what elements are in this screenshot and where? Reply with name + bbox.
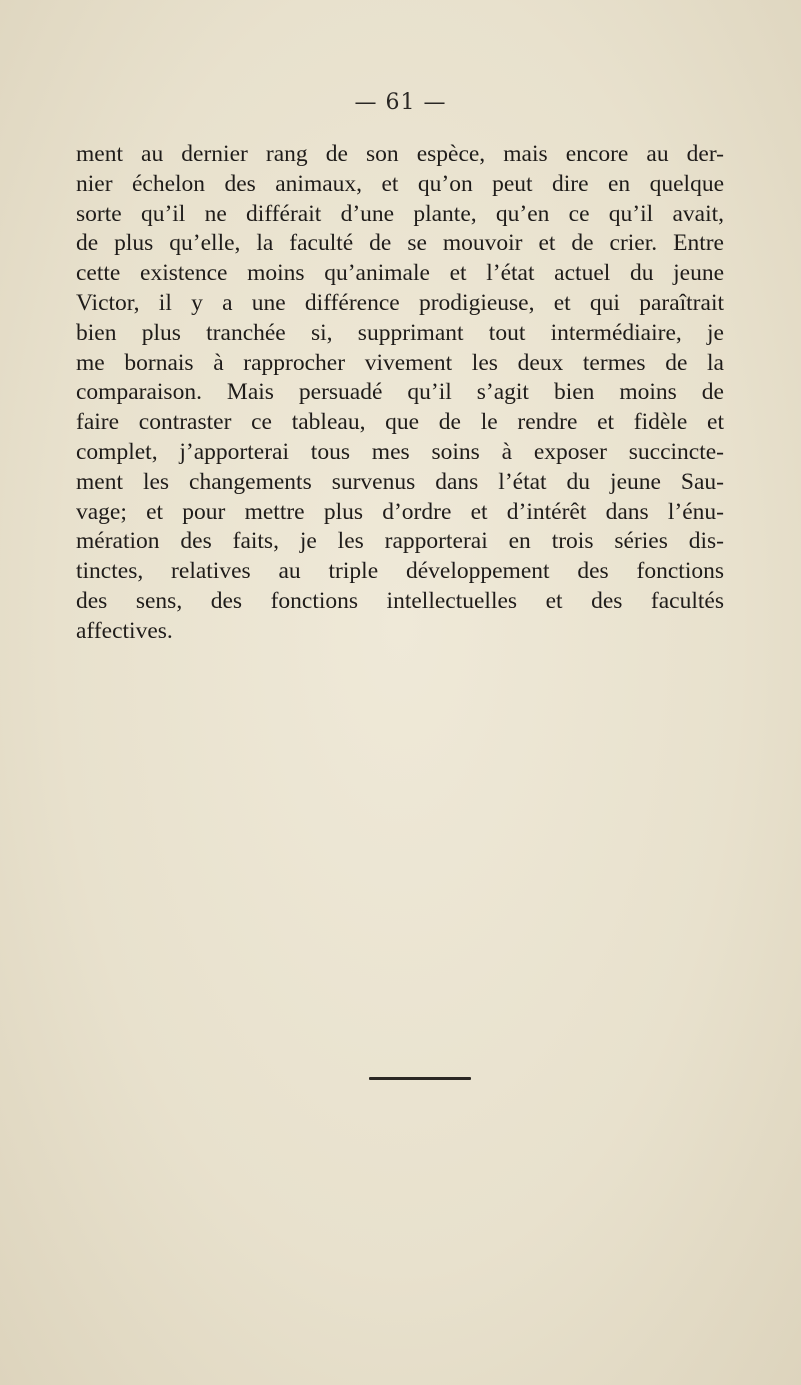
text-line: de plus qu’elle, la faculté de se mouvoir et de crier. Entre bbox=[76, 230, 724, 257]
text-line: bien plus tranchée si, supprimant tout intermédiaire, je bbox=[76, 319, 724, 346]
text-line: tinctes, relatives au triple développement des fonctions bbox=[76, 558, 724, 585]
text-line: affectives. bbox=[76, 617, 173, 644]
text-line: vage; et pour mettre plus d’ordre et d’intérêt dans l’énu- bbox=[76, 498, 724, 525]
body-paragraph bbox=[76, 140, 724, 647]
text-line: des sens, des fonctions intellectuelles et des facultés bbox=[76, 587, 724, 614]
text-line: faire contraster ce tableau, que de le rendre et fidèle et bbox=[76, 409, 724, 436]
text-line: ment au dernier rang de son espèce, mais encore au der- bbox=[76, 141, 724, 167]
end-rule-divider bbox=[369, 1077, 471, 1080]
text-line: Victor, il y a une différence prodigieuse, et qui paraîtrait bbox=[76, 289, 724, 316]
text-line: cette existence moins qu’animale et l’état actuel du jeune bbox=[76, 260, 724, 287]
text-line: ment les changements survenus dans l’état du jeune Sau- bbox=[76, 468, 724, 495]
text-line: me bornais à rapprocher vivement les deux termes de la bbox=[76, 349, 724, 376]
text-line: comparaison. Mais persuadé qu’il s’agit bien moins de bbox=[76, 379, 724, 406]
page-number: — 61 — bbox=[354, 90, 447, 115]
text-line: complet, j’apporterai tous mes soins à exposer succincte- bbox=[76, 438, 724, 465]
text-line: sorte qu’il ne différait d’une plante, qu’en ce qu’il avait, bbox=[76, 200, 724, 227]
text-line: nier échelon des animaux, et qu’on peut dire en quelque bbox=[76, 170, 724, 197]
text-line: mération des faits, je les rapporterai en trois séries dis- bbox=[76, 528, 724, 555]
